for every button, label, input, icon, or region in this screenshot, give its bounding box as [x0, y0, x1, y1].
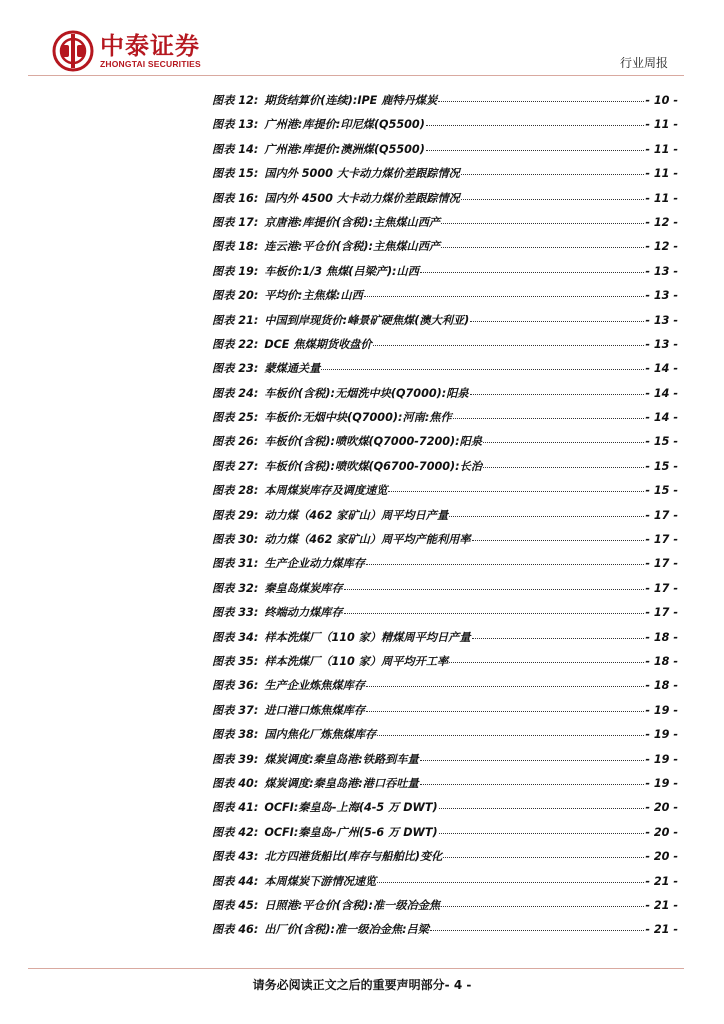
figure-title: 广州港:库提价:印尼煤(Q5500)	[264, 118, 425, 132]
figure-page-number: - 17 -	[645, 533, 678, 547]
toc-entry[interactable]	[212, 873, 678, 897]
figure-page-number: - 18 -	[645, 679, 678, 693]
dot-leader	[366, 686, 644, 687]
brand-name-en: ZHONGTAI SECURITIES	[100, 59, 201, 69]
figure-label: 图表 45:	[212, 898, 259, 912]
toc-entry[interactable]	[212, 653, 678, 677]
toc-entry[interactable]	[212, 238, 678, 262]
figure-label: 图表 28:	[212, 484, 259, 498]
figure-title: 样本洗煤厂（110 家）精煤周平均日产量	[264, 630, 471, 644]
figure-title: 中国到岸现货价:峰景矿硬焦煤(澳大利亚)	[264, 313, 470, 327]
header-divider	[28, 75, 684, 76]
toc-entry[interactable]	[212, 116, 678, 140]
figure-label: 图表 14:	[212, 142, 259, 156]
toc-entry[interactable]	[212, 702, 678, 726]
dot-leader	[430, 930, 644, 931]
toc-entry[interactable]	[212, 531, 678, 555]
page-number: - 4 -	[444, 978, 472, 992]
figure-page-number: - 15 -	[645, 435, 678, 449]
figure-page-number: - 14 -	[645, 386, 678, 400]
dot-leader	[453, 418, 645, 419]
figure-title: 连云港:平仓价(含税):主焦煤山西产	[264, 240, 441, 254]
figure-label: 图表 13:	[212, 118, 259, 132]
figure-label: 图表 29:	[212, 508, 259, 522]
figure-label: 图表 24:	[212, 386, 259, 400]
toc-entry[interactable]	[212, 482, 678, 506]
figure-label: 图表 27:	[212, 459, 259, 473]
figure-label: 图表 15:	[212, 167, 259, 181]
figure-page-number: - 17 -	[645, 508, 678, 522]
figure-page-number: - 21 -	[645, 923, 678, 937]
dot-leader	[344, 613, 645, 614]
figure-title: 车板价:无烟中块(Q7000):河南:焦作	[264, 411, 452, 425]
figure-title: 日照港:平仓价(含税):准一级冶金焦	[264, 898, 441, 912]
toc-entry[interactable]	[212, 458, 678, 482]
dot-leader	[364, 296, 645, 297]
toc-entry[interactable]	[212, 848, 678, 872]
figure-title: 国内外 5000 大卡动力煤价差跟踪情况	[264, 167, 460, 181]
toc-entry[interactable]	[212, 726, 678, 750]
zhongtai-logo-icon	[52, 30, 94, 72]
logo-text	[100, 33, 201, 69]
dot-leader	[426, 150, 645, 151]
dot-leader	[470, 394, 645, 395]
figure-label: 图表 19:	[212, 264, 259, 278]
dot-leader	[420, 760, 645, 761]
dot-leader	[449, 662, 644, 663]
report-type-label: 行业周报	[619, 56, 668, 70]
toc-entry[interactable]	[212, 433, 678, 457]
figure-page-number: - 13 -	[645, 337, 678, 351]
toc-entry[interactable]	[212, 190, 678, 214]
dot-leader	[483, 442, 644, 443]
figure-label: 图表 16:	[212, 191, 259, 205]
figure-title: OCFI:秦皇岛-上海(4-5 万 DWT)	[264, 801, 438, 815]
figure-label: 图表 31:	[212, 557, 259, 571]
toc-entry[interactable]	[212, 555, 678, 579]
figure-label: 图表 38:	[212, 728, 259, 742]
toc-entry[interactable]	[212, 141, 678, 165]
figure-label: 图表 43:	[212, 850, 259, 864]
figure-label: 图表 33:	[212, 606, 259, 620]
disclaimer-text: 请务必阅读正文之后的重要声明部分	[252, 978, 445, 992]
figure-label: 图表 36:	[212, 679, 259, 693]
figure-title: 出厂价(含税):准一级冶金焦:吕梁	[264, 923, 429, 937]
figure-title: 煤炭调度:秦皇岛港:港口吞吐量	[264, 776, 419, 790]
dot-leader	[388, 491, 644, 492]
figure-label: 图表 12:	[212, 94, 259, 107]
figure-title: 本周煤炭库存及调度速览	[264, 484, 388, 498]
dot-leader	[441, 906, 644, 907]
figure-page-number: - 15 -	[645, 459, 678, 473]
dot-leader	[439, 808, 645, 809]
dot-leader	[438, 101, 644, 102]
dot-leader	[420, 784, 645, 785]
figure-label: 图表 18:	[212, 240, 259, 254]
figure-label: 图表 30:	[212, 533, 259, 547]
toc-entry[interactable]	[212, 165, 678, 189]
toc-entry[interactable]	[212, 580, 678, 604]
figure-title: 本周煤炭下游情况速览	[264, 874, 377, 888]
figure-title: 生产企业动力煤库存	[264, 557, 366, 571]
figure-page-number: - 17 -	[645, 581, 678, 595]
toc-entry[interactable]	[212, 921, 678, 945]
figure-page-number: - 19 -	[645, 728, 678, 742]
figure-title: 北方四港货船比(库存与船舶比)变化	[264, 850, 443, 864]
figure-page-number: - 18 -	[645, 654, 678, 668]
figure-title: 车板价(含税):喷吹煤(Q7000-7200):阳泉	[264, 435, 483, 449]
figure-page-number: - 12 -	[645, 240, 678, 254]
figure-page-number: - 14 -	[645, 362, 678, 376]
figure-title: 国内焦化厂炼焦煤库存	[264, 728, 377, 742]
figure-label: 图表 17:	[212, 215, 259, 229]
figure-label: 图表 20:	[212, 289, 259, 303]
figure-page-number: - 13 -	[645, 264, 678, 278]
footer-divider	[28, 968, 684, 969]
dot-leader	[366, 711, 644, 712]
figure-page-number: - 11 -	[645, 118, 678, 132]
dot-leader	[443, 857, 644, 858]
toc-entry[interactable]	[212, 263, 678, 287]
toc-entry[interactable]	[212, 677, 678, 701]
figure-label: 图表 39:	[212, 752, 259, 766]
figure-label: 图表 40:	[212, 776, 259, 790]
figure-page-number: - 19 -	[645, 776, 678, 790]
figure-page-number: - 12 -	[645, 215, 678, 229]
figure-page-number: - 10 -	[645, 94, 678, 107]
figure-title: 蒙煤通关量	[264, 362, 321, 376]
dot-leader	[373, 345, 645, 346]
figure-page-number: - 13 -	[645, 289, 678, 303]
figure-label: 图表 34:	[212, 630, 259, 644]
toc-entry[interactable]	[212, 385, 678, 409]
dot-leader	[470, 321, 644, 322]
toc-entry[interactable]	[212, 604, 678, 628]
figure-title: 京唐港:库提价(含税):主焦煤山西产	[264, 215, 441, 229]
page-footer	[0, 976, 724, 993]
dot-leader	[449, 516, 644, 517]
figure-page-number: - 15 -	[645, 484, 678, 498]
figure-page-number: - 18 -	[645, 630, 678, 644]
toc-entry[interactable]	[212, 336, 678, 360]
figure-page-number: - 17 -	[645, 606, 678, 620]
figure-title: 样本洗煤厂（110 家）周平均开工率	[264, 654, 449, 668]
brand-name-cn: 中泰证券	[100, 32, 200, 60]
figure-page-number: - 21 -	[645, 874, 678, 888]
figure-title: 车板价(含税):无烟洗中块(Q7000):阳泉	[264, 386, 469, 400]
table-of-figures	[212, 92, 678, 946]
toc-entry[interactable]	[212, 824, 678, 848]
toc-entry[interactable]	[212, 751, 678, 775]
figure-page-number: - 11 -	[645, 142, 678, 156]
dot-leader	[426, 125, 645, 126]
dot-leader	[377, 735, 644, 736]
figure-title: 进口港口炼焦煤库存	[264, 703, 366, 717]
figure-title: 秦皇岛煤炭库存	[264, 581, 343, 595]
figure-title: 车板价(含税):喷吹煤(Q6700-7000):长治	[264, 459, 483, 473]
figure-label: 图表 44:	[212, 874, 259, 888]
toc-entry[interactable]	[212, 775, 678, 799]
toc-entry[interactable]	[212, 214, 678, 238]
company-logo	[52, 30, 201, 72]
figure-label: 图表 42:	[212, 825, 259, 839]
figure-title: 期货结算价(连续):IPE 鹿特丹煤炭	[264, 94, 438, 107]
figure-page-number: - 20 -	[645, 825, 678, 839]
figure-label: 图表 41:	[212, 801, 259, 815]
dot-leader	[321, 369, 644, 370]
figure-page-number: - 19 -	[645, 703, 678, 717]
figure-label: 图表 37:	[212, 703, 259, 717]
figure-title: 车板价:1/3 焦煤(吕梁产):山西	[264, 264, 419, 278]
page-header	[0, 0, 724, 80]
figure-title: 生产企业炼焦煤库存	[264, 679, 366, 693]
figure-title: 终端动力煤库存	[264, 606, 343, 620]
figure-label: 图表 26:	[212, 435, 259, 449]
figure-label: 图表 22:	[212, 337, 259, 351]
figure-label: 图表 25:	[212, 411, 259, 425]
dot-leader	[472, 638, 645, 639]
dot-leader	[483, 467, 644, 468]
toc-entry[interactable]	[212, 312, 678, 336]
figure-page-number: - 17 -	[645, 557, 678, 571]
figure-title: DCE 焦煤期货收盘价	[264, 337, 372, 351]
toc-entry[interactable]	[212, 629, 678, 653]
figure-title: 煤炭调度:秦皇岛港:铁路到车量	[264, 752, 419, 766]
figure-title: 平均价:主焦煤:山西	[264, 289, 363, 303]
dot-leader	[472, 540, 645, 541]
figure-page-number: - 11 -	[645, 191, 678, 205]
figure-title: 广州港:库提价:澳洲煤(Q5500)	[264, 142, 425, 156]
figure-title: 国内外 4500 大卡动力煤价差跟踪情况	[264, 191, 460, 205]
figure-title: OCFI:秦皇岛-广州(5-6 万 DWT)	[264, 825, 438, 839]
toc-entry[interactable]	[212, 92, 678, 116]
toc-entry[interactable]	[212, 409, 678, 433]
dot-leader	[377, 882, 644, 883]
toc-entry[interactable]	[212, 897, 678, 921]
toc-entry[interactable]	[212, 360, 678, 384]
toc-entry[interactable]	[212, 287, 678, 311]
figure-label: 图表 21:	[212, 313, 259, 327]
dot-leader	[366, 564, 644, 565]
figure-label: 图表 23:	[212, 362, 259, 376]
figure-page-number: - 21 -	[645, 898, 678, 912]
dot-leader	[461, 199, 644, 200]
figure-label: 图表 46:	[212, 923, 259, 937]
dot-leader	[344, 589, 645, 590]
figure-title: 动力煤（462 家矿山）周平均产能利用率	[264, 533, 471, 547]
dot-leader	[420, 272, 644, 273]
figure-page-number: - 20 -	[645, 850, 678, 864]
dot-leader	[439, 833, 645, 834]
figure-title: 动力煤（462 家矿山）周平均日产量	[264, 508, 449, 522]
figure-page-number: - 13 -	[645, 313, 678, 327]
toc-entry[interactable]	[212, 507, 678, 531]
figure-page-number: - 20 -	[645, 801, 678, 815]
figure-page-number: - 11 -	[645, 167, 678, 181]
figure-label: 图表 32:	[212, 581, 259, 595]
dot-leader	[441, 223, 644, 224]
figure-label: 图表 35:	[212, 654, 259, 668]
dot-leader	[461, 174, 644, 175]
toc-entry[interactable]	[212, 799, 678, 823]
dot-leader	[441, 247, 644, 248]
figure-page-number: - 14 -	[645, 411, 678, 425]
figure-page-number: - 19 -	[645, 752, 678, 766]
